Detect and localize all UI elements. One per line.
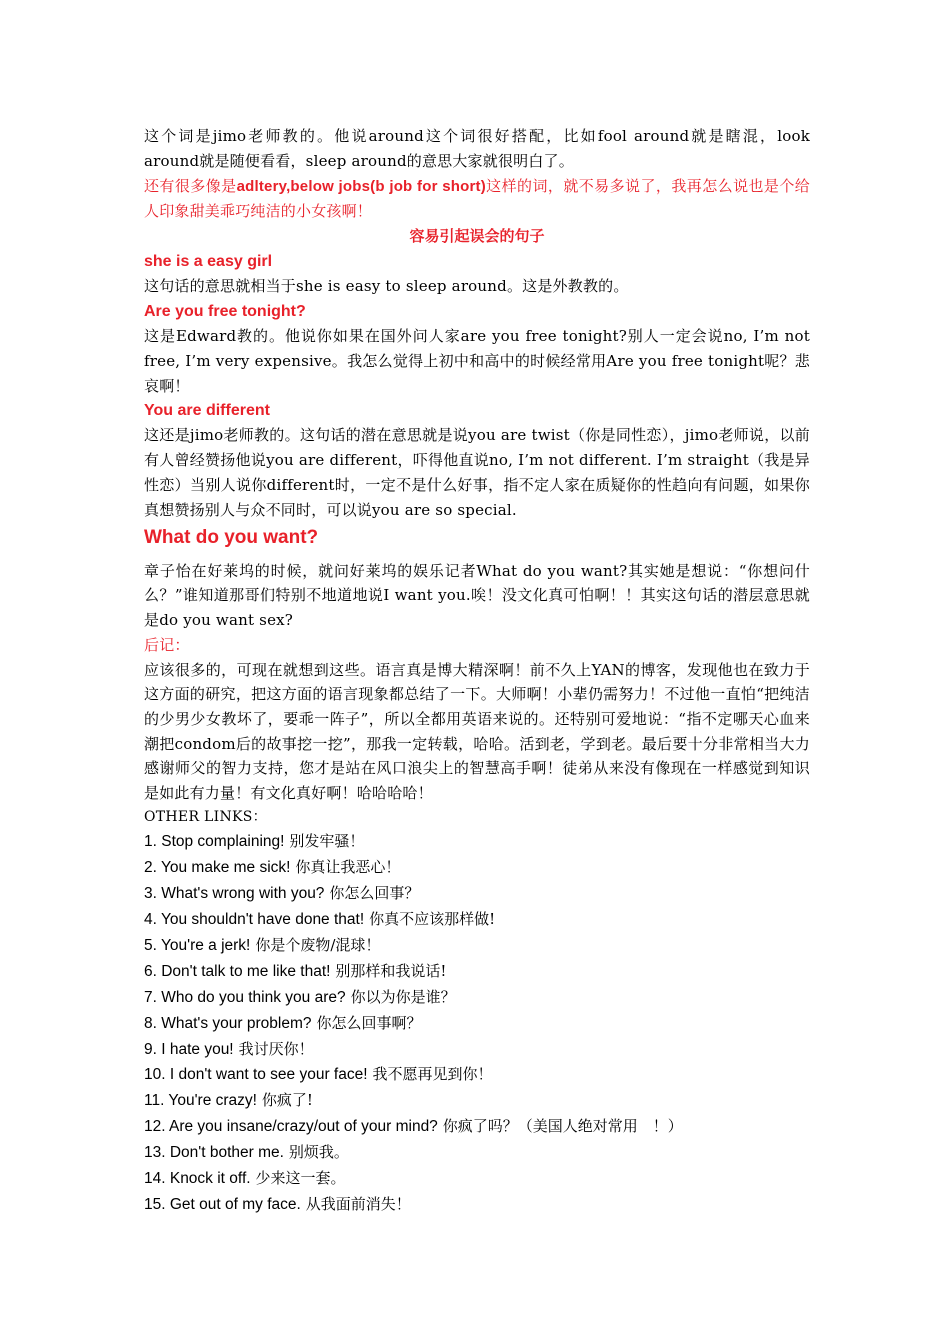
list-item xyxy=(144,1192,810,1218)
list-item-chinese: 别那样和我说话! xyxy=(335,961,447,980)
list-item xyxy=(144,1088,810,1114)
list-item xyxy=(144,1011,810,1037)
phrase-heading: You are different xyxy=(144,402,270,420)
list-item-english: 5. You're a jerk! xyxy=(144,936,251,954)
phrase-body: 这还是jimo老师教的。这句话的潜在意思就是说you are twist（你是同性恋），jimo老师说，以前有人曾经赞扬他说you are different，吓得他直说no, I’m not different. I’m straight（我是异性恋）当别人说你different时，一定不是什么好事，指不定人家在质疑你的性趋向有问题，如果你真想赞扬别人与众不同时，可以说you are so special. xyxy=(144,426,810,519)
list-item xyxy=(144,1140,810,1166)
list-item-english: 4. You shouldn't have done that! xyxy=(144,911,365,929)
phrase-body: 这句话的意思就相当于she is easy to sleep around。这是外教教的。 xyxy=(144,277,629,296)
other-links-label: OTHER LINKS： xyxy=(144,809,267,826)
main-heading: What do you want? xyxy=(144,526,319,548)
list-item xyxy=(144,933,810,959)
list-item-english: 12. Are you insane/crazy/out of your mind? xyxy=(144,1118,438,1136)
list-item xyxy=(144,1114,810,1140)
list-item-english: 2. You make me sick! xyxy=(144,859,291,877)
list-item-chinese: 你是个废物/混球！ xyxy=(255,935,381,954)
list-item-chinese: 别烦我。 xyxy=(288,1143,349,1162)
intro-red-paragraph xyxy=(144,174,810,225)
phrase-list xyxy=(144,829,810,1218)
postscript-label: 后记： xyxy=(144,635,190,654)
list-item-chinese: 你真不应该那样做! xyxy=(369,910,496,929)
list-item-english: 11. You're crazy! xyxy=(144,1092,257,1110)
section-title: 容易引起误会的句子 xyxy=(409,227,545,246)
postscript-body: 应该很多的，可现在就想到这些。语言真是博大精深啊！前不久上YAN的博客，发现他也在致力于这方面的研究，把这方面的语言现象都总结了一下。大师啊！小辈仍需努力！不过他一直怕“把纯洁的少男少女教坏了，要乖一阵子”，所以全都用英语来说的。还特别可爱地说：“指不定哪天心血来潮把condom后的故事挖一挖”，那我一定转载，哈哈。活到老，学到老。最后要十分非常相当大力感谢师父的智力支持，您才是站在风口浪尖上的智慧高手啊！徒弟从来没有像现在一样感觉到知识是如此有力量！有文化真好啊！哈哈哈哈！ xyxy=(144,660,810,802)
list-item xyxy=(144,1166,810,1192)
list-item-chinese: 我不愿再见到你！ xyxy=(372,1065,493,1084)
list-item xyxy=(144,1037,810,1063)
list-item-english: 1. Stop complaining! xyxy=(144,833,285,851)
phrase-heading: Are you free tonight? xyxy=(144,302,306,320)
list-item-chinese: 你疯了! xyxy=(261,1091,313,1110)
list-item-english: 15. Get out of my face. xyxy=(144,1196,301,1213)
list-item-chinese: 我讨厌你！ xyxy=(238,1039,314,1058)
list-item-english: 8. What's your problem? xyxy=(144,1014,312,1032)
list-item-chinese: 少来这一套。 xyxy=(255,1169,346,1188)
list-item-english: 6. Don't talk to me like that! xyxy=(144,962,331,980)
list-item-english: 3. What's wrong with you? xyxy=(144,885,325,903)
intro-red-bold-terms: adltery,below jobs(b job for short) xyxy=(236,177,486,195)
document-body xyxy=(144,124,810,1218)
list-item-chinese: 你怎么回事？ xyxy=(329,884,420,903)
intro-paragraph: 这个词是jimo老师教的。他说around这个词很好搭配，比如fool around就是瞎混，look around就是随便看看，sleep around的意思大家就很明白了。 xyxy=(144,127,810,170)
list-item xyxy=(144,1062,810,1088)
list-item-english: 9. I hate you! xyxy=(144,1040,234,1058)
main-body: 章子怡在好莱坞的时候，就问好莱坞的娱乐记者What do you want?其实她是想说：“你想问什么？”谁知道那哥们特别不地道地说I want you.唉！没文化真可怕啊！！其实这句话的潜层意思就是do you want sex? xyxy=(144,561,810,630)
list-item-english: 14. Knock it off. xyxy=(144,1170,251,1188)
list-item xyxy=(144,855,810,881)
list-item-chinese: 别发牢骚！ xyxy=(289,832,365,851)
phrase-heading: she is a easy girl xyxy=(144,253,273,271)
list-item-english: 7. Who do you think you are? xyxy=(144,988,346,1006)
phrase-body: 这是Edward教的。他说你如果在国外问人家are you free tonight?别人一定会说no, I’m not free, I’m very expensive。我怎么觉得上初中和高中的时候经常用Are you free tonight呢？悲哀啊！ xyxy=(144,326,810,395)
intro-red-prefix: 还有很多像是 xyxy=(144,176,237,195)
list-item xyxy=(144,881,810,907)
list-item-english: 10. I don't want to see your face! xyxy=(144,1066,368,1084)
list-item xyxy=(144,959,810,985)
list-item-english: 13. Don't bother me. xyxy=(144,1144,284,1162)
intro-red-suffix: 这样的词，就不易多说了，我再怎么说也是个给人印象甜美乖巧纯洁的小女孩啊！ xyxy=(144,176,810,221)
list-item-chinese: 从我面前消失！ xyxy=(305,1195,411,1213)
list-item-chinese: 你真让我恶心！ xyxy=(295,858,401,877)
list-item-chinese: 你怎么回事啊？ xyxy=(316,1013,422,1032)
list-item-chinese: 你疯了吗？（美国人绝对常用 ！） xyxy=(442,1117,683,1136)
list-item xyxy=(144,985,810,1011)
list-item xyxy=(144,829,810,855)
list-item-chinese: 你以为你是谁？ xyxy=(350,987,456,1006)
list-item xyxy=(144,907,810,933)
